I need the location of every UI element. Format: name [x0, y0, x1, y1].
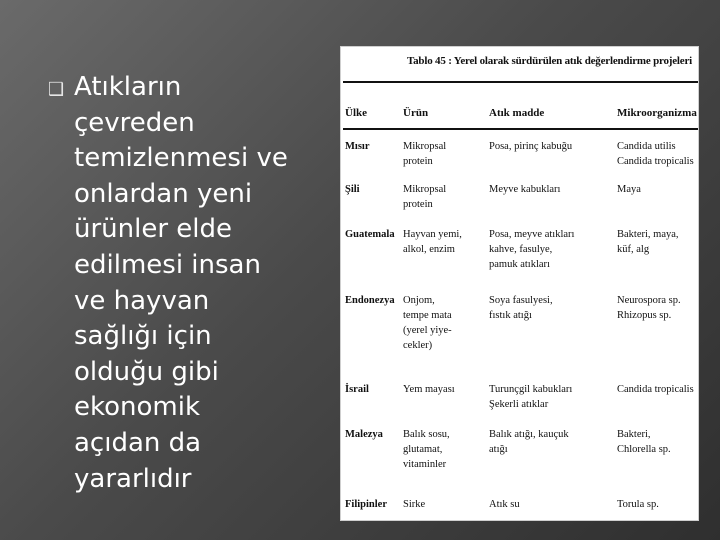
cell-line: tempe mata: [403, 310, 452, 321]
table-cell-organism: [617, 182, 641, 197]
cell-line: fıstık atığı: [489, 310, 532, 321]
cell-line: Şili: [345, 184, 360, 195]
table-cell-product: [403, 182, 446, 212]
cell-line: Posa, meyve atıkları: [489, 229, 575, 240]
table-cell-organism: [617, 293, 681, 323]
cell-line: Neurospora sp.: [617, 295, 681, 306]
table-cell-product: [403, 382, 455, 397]
table-cell-organism: [617, 497, 659, 512]
table-cell-waste: [489, 182, 560, 197]
table-cell-country: [345, 293, 395, 308]
bullet-line: Atıkların: [74, 72, 182, 102]
cell-line: Endonezya: [345, 295, 395, 306]
cell-line: Bakteri,: [617, 429, 651, 440]
cell-line: (yerel yiye-: [403, 325, 452, 336]
cell-line: Soya fasulyesi,: [489, 295, 553, 306]
cell-line: kahve, fasulye,: [489, 244, 553, 255]
table-cell-product: [403, 139, 446, 169]
cell-line: Yem mayası: [403, 384, 455, 395]
cell-line: Balık sosu,: [403, 429, 450, 440]
cell-line: Onjom,: [403, 295, 435, 306]
cell-line: küf, alg: [617, 244, 650, 255]
cell-line: vitaminler: [403, 459, 447, 470]
cell-line: Mikropsal: [403, 141, 447, 152]
cell-line: Torula sp.: [617, 499, 659, 510]
cell-line: protein: [403, 199, 433, 210]
cell-line: Guatemala: [345, 229, 395, 240]
cell-line: Rhizopus sp.: [617, 310, 672, 321]
cell-line: protein: [403, 156, 433, 167]
cell-line: Mikropsal: [403, 184, 447, 195]
cell-line: Filipinler: [345, 499, 387, 510]
cell-line: cekler): [403, 340, 433, 351]
table-cell-product: [403, 293, 452, 353]
bullet-line: onlardan yeni: [74, 178, 253, 209]
table-cell-waste: [489, 139, 572, 154]
table-cell-product: [403, 497, 425, 512]
table-cell-organism: [617, 227, 679, 257]
cell-line: alkol, enzim: [403, 244, 455, 255]
scanned-table: [341, 47, 698, 520]
table-cell-country: [345, 427, 383, 442]
bullet-line: edilmesi insan: [74, 249, 261, 280]
cell-line: Meyve kabukları: [489, 184, 561, 195]
cell-line: Candida tropicalis: [617, 156, 694, 167]
cell-line: Candida tropicalis: [617, 384, 694, 395]
cell-line: Chlorella sp.: [617, 444, 671, 455]
table-cell-organism: [617, 382, 694, 397]
table-cell-country: [345, 182, 360, 197]
cell-line: atığı: [489, 444, 508, 455]
bullet-line: çevreden: [74, 107, 195, 138]
cell-line: İsrail: [345, 384, 369, 395]
cell-line: Maya: [617, 184, 641, 195]
table-cell-product: [403, 427, 450, 472]
table-cell-product: [403, 227, 462, 257]
cell-line: Atık su: [489, 499, 520, 510]
header-country: Ülke: [345, 107, 367, 119]
square-bullet-icon: ❑: [48, 79, 65, 100]
cell-line: Mısır: [345, 141, 370, 152]
bullet-line: yararlıdır: [74, 463, 192, 494]
cell-line: glutamat,: [403, 444, 443, 455]
table-cell-waste: [489, 227, 574, 272]
header-product: Ürün: [403, 107, 429, 119]
bullet-line: sağlığı için: [74, 321, 212, 352]
bullet-line: temizlenmesi ve: [74, 143, 288, 174]
cell-line: Posa, pirinç kabuğu: [489, 141, 573, 152]
table-cell-country: [345, 139, 370, 154]
cell-line: Bakteri, maya,: [617, 229, 679, 240]
bullet-line: ekonomik: [74, 392, 201, 423]
table-cell-organism: [617, 427, 671, 457]
table-cell-country: [345, 382, 369, 397]
table-cell-waste: [489, 382, 572, 412]
header-organism: Mikroorganizma: [617, 107, 697, 119]
table-cell-country: [345, 497, 387, 512]
table-caption: Tablo 45 : Yerel olarak sürdürülen atık değerlendirme projeleri: [407, 55, 692, 67]
cell-line: Balık atığı, kauçuk: [489, 429, 569, 440]
table-cell-organism: [617, 139, 694, 169]
bullet-line: açıdan da: [74, 427, 202, 458]
table-cell-waste: [489, 497, 520, 512]
table-header-rule: [343, 128, 698, 130]
header-waste: Atık madde: [489, 107, 545, 119]
cell-line: Candida utilis: [617, 141, 676, 152]
bullet-line: ve hayvan: [74, 285, 210, 316]
bullet-text: [70, 70, 288, 497]
cell-line: Hayvan yemi,: [403, 229, 462, 240]
bullet-point: [48, 70, 338, 497]
cell-line: Turunçgil kabukları: [489, 384, 573, 395]
table-top-rule: [343, 81, 698, 83]
table-cell-waste: [489, 293, 553, 323]
cell-line: pamuk atıkları: [489, 259, 550, 270]
bullet-line: olduğu gibi: [74, 356, 219, 387]
cell-line: Şekerli atıklar: [489, 399, 549, 410]
cell-line: Sirke: [403, 499, 426, 510]
bullet-line: ürünler elde: [74, 214, 233, 245]
table-cell-country: [345, 227, 395, 242]
table-cell-waste: [489, 427, 569, 457]
cell-line: Malezya: [345, 429, 383, 440]
